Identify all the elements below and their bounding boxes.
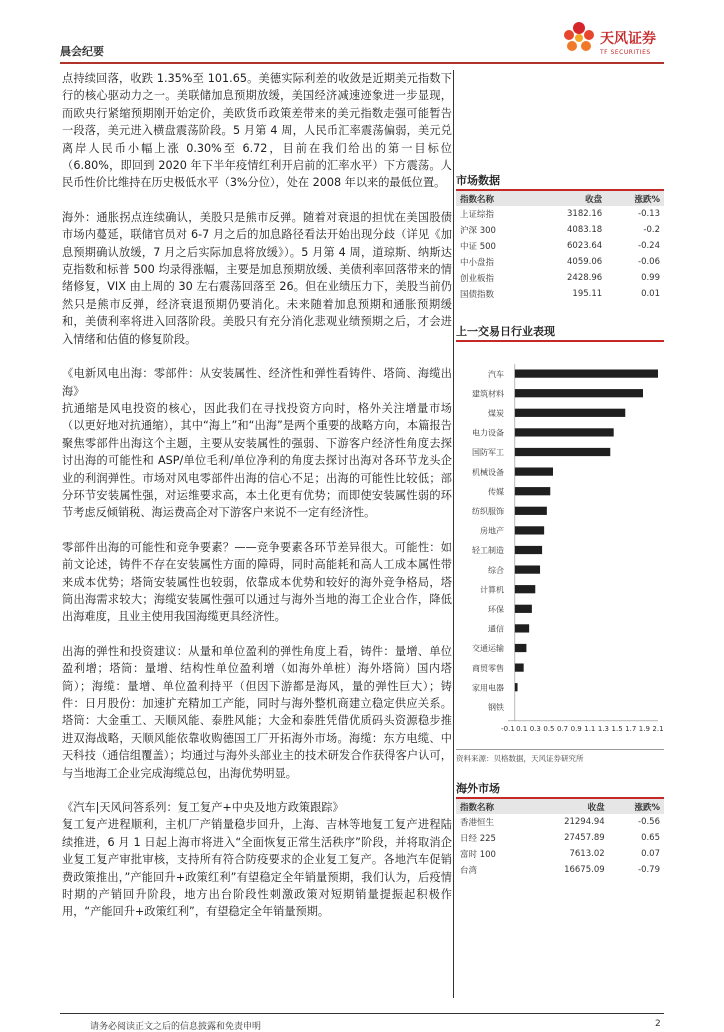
overseas-col-change: 涨跌% xyxy=(609,799,664,814)
company-name: 天风证券 xyxy=(600,31,656,47)
index-name: 香港恒生 xyxy=(460,818,495,828)
table-row xyxy=(456,846,664,862)
main-text-column xyxy=(62,70,452,938)
index-name: 日经 225 xyxy=(460,834,496,844)
category-label: 国防军工 xyxy=(472,448,504,458)
table-row xyxy=(456,286,664,302)
index-close: 2428.96 xyxy=(567,273,603,283)
x-tick-label: 1.9 xyxy=(638,724,650,733)
market-data-table xyxy=(456,191,664,302)
report-type-title: 晨会纪要 xyxy=(60,45,104,58)
bar-家用电器 xyxy=(515,683,518,691)
index-name: 富时 100 xyxy=(460,850,496,860)
market-data-title: 市场数据 xyxy=(456,172,664,191)
paragraph-auto: 复工复产进程顺利，主机厂产销量稳步回升，上海、吉林等地复工复产进程陆续推进，6 月 1 日起上海市将进入“全面恢复正常生活秩序”阶段，并将取消企业复工复产审批审核，支持所有符合防疫要求的企业复工复产。各地汽车促销费政策推出，”产能回升+政策红利”有望稳定全年销量预期，我们认为，后疫情时期的产销回升阶段，地方出台阶段性刺激政策对短期销量提振起积极作用，“产能回升+政策红利”，有望稳定全年销量预期。 xyxy=(62,818,452,919)
market-col-name: 指数名称 xyxy=(456,191,532,206)
header-divider xyxy=(60,62,664,64)
bar-纺织服饰 xyxy=(515,507,547,515)
index-close: 195.11 xyxy=(572,289,603,299)
category-label: 商贸零售 xyxy=(472,663,504,673)
index-change: -0.06 xyxy=(638,257,660,267)
disclaimer-link[interactable]: 请务必阅读正文之后的信息披露和免责申明 xyxy=(90,1022,262,1032)
x-tick-label: 0.5 xyxy=(543,724,555,733)
overseas-market-section xyxy=(456,780,664,878)
category-label: 机械设备 xyxy=(472,467,504,477)
index-change: 0.99 xyxy=(641,273,660,283)
bar-通信 xyxy=(515,624,529,632)
company-name-en: TF SECURITIES xyxy=(600,49,651,56)
paragraph-wind-competition: 零部件出海的可能性和竞争要素？——竞争要素各环节差异很大。可能性：如前文论述，铸件不存在安装属性方面的障碍，同时高能耗和高人工成本属性带来成本优势；塔筒安装属性也较弱，依靠成本优势和较好的海外竞争格局，塔筒出海需求较大；海缆安装属性强可以通过与海外当地的海工企业合作，降低出海难度，且业主使用我国海缆更具经济性。 xyxy=(62,540,452,624)
category-label: 建筑材料 xyxy=(472,389,504,399)
index-close: 4083.18 xyxy=(567,225,603,235)
index-name: 台湾 xyxy=(460,866,478,876)
bar-环保 xyxy=(515,605,532,613)
index-change: 0.01 xyxy=(641,289,660,299)
bar-商贸零售 xyxy=(515,663,524,671)
bar-建筑材料 xyxy=(515,389,643,397)
table-row xyxy=(456,862,664,878)
index-change: -0.24 xyxy=(638,241,660,251)
bar-计算机 xyxy=(515,585,535,593)
market-data-section xyxy=(456,172,664,302)
category-label: 综合 xyxy=(488,565,504,575)
category-label: 煤炭 xyxy=(488,409,504,418)
category-label: 家用电器 xyxy=(472,683,504,693)
paragraph-fx: 点持续回落，收跌 1.35%至 101.65。美德实际利差的收敛是近期美元指数下行的核心驱动力之一。美联储加息预期放缓，美国经济减速迹象进一步显现，而欧央行紧缩预期刚开始定价，美欧货币政策差带来的美元指数走强可能暂告一段落，美元进入横盘震荡阶段。5 月第 4 周，人民币汇率震荡偏弱，美元兑离岸人民币小幅上涨 0.30%至 6.72，目前在我们给出的第一目标位（6.80%，即回到 2020 年下半年疫情红利开启前的汇率水平）下方震荡。人民币性价比维持在历史极低水平（3%分位），处在 2008 年以来的最低位置。 xyxy=(62,72,452,190)
flower-logo-icon xyxy=(560,18,598,58)
category-label: 环保 xyxy=(488,605,504,614)
market-col-change: 涨跌% xyxy=(606,191,664,206)
x-tick-label: 1.3 xyxy=(597,724,610,733)
category-label: 电力设备 xyxy=(472,428,504,438)
index-name: 沪深 300 xyxy=(460,226,496,236)
paragraph-wind-investment: 出海的弹性和投资建议：从量和单位盈利的弹性角度上看，铸件：量增、单位盈利增；塔筒：量增、结构性单位盈利增（如海外单桩）海外塔筒）国内塔筒）；海缆：量增、单位盈利持平（但因下游都是海风，量的弹性巨大）；铸件：日月股份：加速扩充精加工产能，同时与海外整机商建立稳定供应关系。塔筒：大金重工、天顺风能、泰胜风能；大金和泰胜凭借优质码头资源稳步推进双海战略，天顺风能依靠收购德国工厂开拓海外市场。海缆：东方电缆、中天科技（通信组覆盖）；均通过与海外头部业主的技术研发合作获得客户认可，与当地海工企业完成海缆总包，出海优势明显。 xyxy=(62,644,452,780)
column-divider xyxy=(453,70,454,998)
category-label: 轻工制造 xyxy=(472,546,504,556)
report-title-wind: 《电新风电出海：零部件：从安装属性、经济性和弹性看铸件、塔筒、海缆出海》 xyxy=(62,367,452,398)
bar-交通运输 xyxy=(515,644,527,652)
index-change: -0.79 xyxy=(638,865,660,875)
index-change: -0.56 xyxy=(638,817,660,827)
table-row xyxy=(456,238,664,254)
category-label: 房地产 xyxy=(480,526,504,536)
category-label: 交通运输 xyxy=(472,644,504,654)
report-title-auto: 《汽车|天风问答系列：复工复产+中央及地方政策跟踪》 xyxy=(62,801,344,815)
bar-国防军工 xyxy=(515,448,610,456)
x-tick-label: 1.5 xyxy=(611,724,623,733)
x-tick-label: 1.7 xyxy=(625,724,637,733)
industry-performance-title: 上一交易日行业表现 xyxy=(456,323,664,342)
bar-轻工制造 xyxy=(515,546,542,554)
index-name: 中小盘指 xyxy=(460,258,495,268)
paragraph-wind-core: 抗通缩是风电投资的核心，因此我们在寻找投资方向时，格外关注增量市场（以更好地对抗通缩），其中“海上”和“出海”是两个重要的战略方向，本篇报告聚焦零部件出海这个主题，主要从安装属性的强弱、下游客户经济性角度去探讨出海的可能性和 ASP/单位毛利/单位净利的角度去探讨出海对各环节龙头企业的利润弹性。市场对风电零部件出海的信心不足；出海的可能性比较低；部分环节安装属性强，对运维要求高，本土化更有优势；而即使安装属性弱的环节考虑反倾销税、海运费高企对下游客户来说不一定有经济性。 xyxy=(62,401,452,520)
x-tick-label: 1.1 xyxy=(584,724,596,733)
market-col-close: 收盘 xyxy=(532,191,606,206)
bar-电力设备 xyxy=(515,428,614,436)
table-row xyxy=(456,814,664,830)
bar-汽车 xyxy=(515,369,658,377)
x-tick-label: 2.1 xyxy=(652,724,664,733)
table-row xyxy=(456,270,664,286)
index-close: 6023.64 xyxy=(567,241,603,251)
paragraph-overseas: 海外：通胀拐点连续确认，美股只是熊市反弹。随着对衰退的担忧在美国股债市场内蔓延，联储官员对 6-7 月之后的加息路径看法开始出现分歧（详见《加息预期确认放缓，7 月之后实际加息将放缓》）。5 月第 4 周，道琼斯、纳斯达克指数和标普 500 均录得涨幅，主要是加息预期放缓、美债利率回落带来的情绪修复，VIX 由上周的 30 左右震荡回落至 26。但在业绩压力下，美股当前仍然只是熊市反弹，经济衰退预期仍要消化。未来随着加息预期和通胀预期缓和，美债利率将进入回落阶段。美股只有充分消化悲观业绩预期之后，才会进入情绪和估值的修复阶段。 xyxy=(62,210,452,346)
company-logo xyxy=(560,18,670,62)
index-change: -0.13 xyxy=(638,209,660,219)
table-row xyxy=(456,254,664,270)
index-close: 4059.06 xyxy=(567,257,603,267)
page-number: 2 xyxy=(655,1019,661,1029)
category-label: 汽车 xyxy=(488,369,504,379)
industry-performance-section xyxy=(456,323,664,342)
x-tick-label: 0.9 xyxy=(570,724,582,733)
category-label: 纺织服饰 xyxy=(472,507,504,516)
bar-机械设备 xyxy=(515,467,553,475)
index-name: 上证综指 xyxy=(460,210,495,220)
bar-传媒 xyxy=(515,487,550,495)
index-name: 中证 500 xyxy=(460,242,496,252)
index-name: 创业板指 xyxy=(460,274,495,284)
industry-bar-chart xyxy=(456,360,664,745)
bar-房地产 xyxy=(515,526,544,534)
index-close: 3182.16 xyxy=(567,209,603,219)
index-change: 0.65 xyxy=(641,833,660,843)
footer-divider xyxy=(60,1013,664,1014)
index-change: 0.07 xyxy=(641,849,660,859)
category-label: 钢铁 xyxy=(488,703,504,712)
table-row xyxy=(456,222,664,238)
category-label: 计算机 xyxy=(480,585,504,595)
bar-综合 xyxy=(515,565,540,573)
index-close: 7613.02 xyxy=(569,849,605,859)
overseas-market-title: 海外市场 xyxy=(456,780,664,799)
index-close: 21294.94 xyxy=(564,817,605,827)
x-tick-label: -0.1 xyxy=(501,724,515,733)
category-label: 通信 xyxy=(488,624,504,634)
chart-source-note: 资料来源：贝格数据，天风证券研究所 xyxy=(456,749,664,764)
overseas-col-name: 指数名称 xyxy=(456,799,529,814)
index-name: 国债指数 xyxy=(460,290,495,300)
index-close: 16675.09 xyxy=(564,865,605,875)
x-tick-label: 0.1 xyxy=(516,724,528,733)
overseas-col-close: 收盘 xyxy=(529,799,609,814)
index-close: 27457.89 xyxy=(564,833,605,843)
x-tick-label: 0.7 xyxy=(556,724,569,733)
category-label: 传媒 xyxy=(488,487,504,497)
index-change: -0.2 xyxy=(643,225,660,235)
x-tick-label: 0.3 xyxy=(529,724,541,733)
bar-煤炭 xyxy=(515,409,625,417)
overseas-market-table xyxy=(456,799,664,878)
table-row xyxy=(456,830,664,846)
table-row xyxy=(456,206,664,222)
